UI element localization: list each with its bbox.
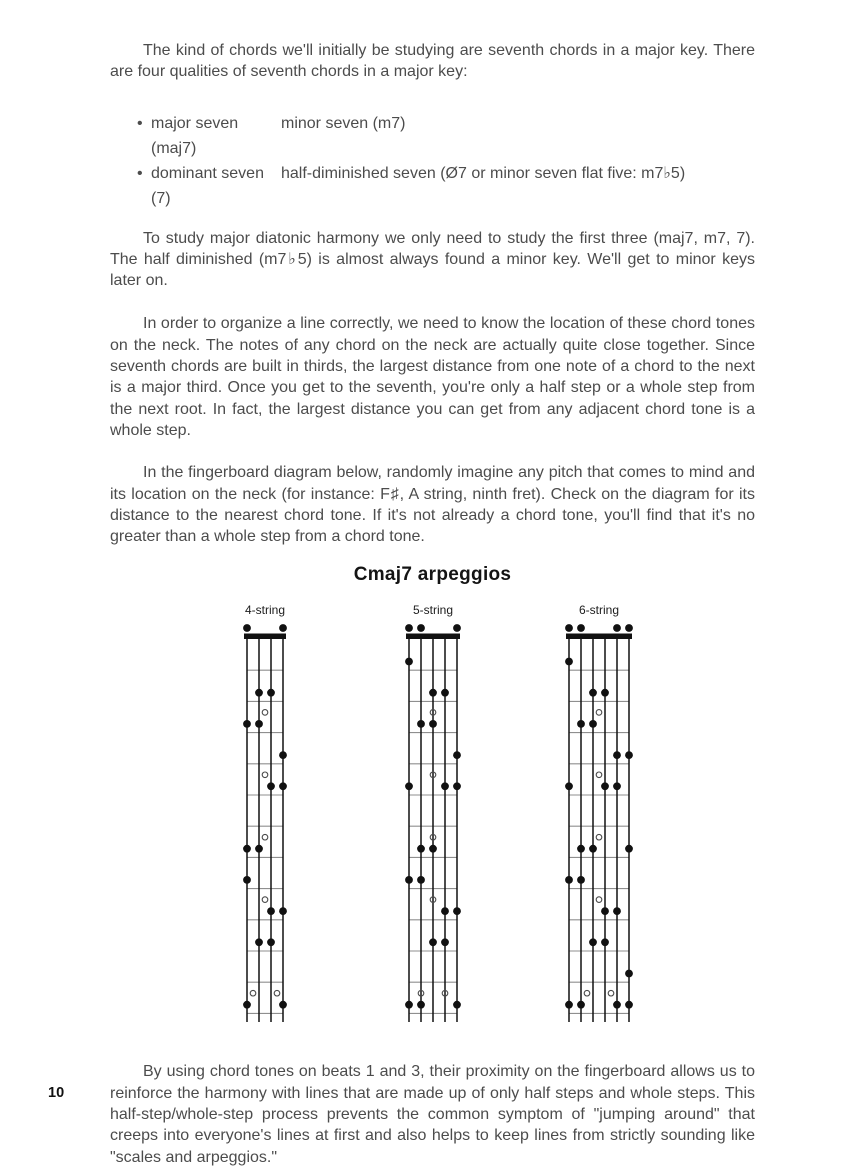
fretboard-svg bbox=[240, 621, 290, 1024]
note-dot bbox=[441, 939, 449, 947]
paragraph-organize: In order to organize a line correctly, we need to know the location of these chord tones on the neck. The notes of any chord on the neck are actually quite close together. Since seventh chords are built in thirds, the largest distance from one note of a chord to the next is a major third. Once you get to the seventh, you're only a half step or a whole step from the next root. In fact, the largest distance you can get from any adjacent chord tone is a whole step. bbox=[110, 315, 755, 439]
open-string-dot bbox=[453, 625, 461, 633]
chord-qualities-list bbox=[137, 111, 755, 211]
note-dot bbox=[267, 783, 275, 791]
nut-bar bbox=[566, 634, 632, 640]
book-page-content bbox=[110, 0, 755, 1168]
note-dot bbox=[625, 845, 633, 853]
list-text-right: minor seven (m7) bbox=[281, 114, 406, 132]
note-dot bbox=[279, 783, 287, 791]
note-dot bbox=[417, 845, 425, 853]
note-dot bbox=[577, 845, 585, 853]
note-dot bbox=[625, 1001, 633, 1009]
note-dot bbox=[625, 970, 633, 978]
section-heading: Cmaj7 arpeggios bbox=[353, 564, 512, 586]
open-string-dot bbox=[577, 625, 585, 633]
inlay-marker bbox=[596, 897, 602, 903]
open-string-dot bbox=[243, 625, 251, 633]
note-dot bbox=[429, 720, 437, 728]
note-dot bbox=[267, 939, 275, 947]
inlay-marker bbox=[262, 772, 268, 778]
note-dot bbox=[601, 939, 609, 947]
inlay-marker bbox=[262, 710, 268, 716]
paragraph-diatonic: To study major diatonic harmony we only need to study the first three (maj7, m7, 7). The half diminished (m7♭5) is almost always found a minor key. We'll get to minor keys later on. bbox=[110, 229, 755, 290]
note-dot bbox=[613, 1001, 621, 1009]
note-dot bbox=[589, 939, 597, 947]
list-item bbox=[137, 161, 755, 211]
note-dot bbox=[589, 720, 597, 728]
fretboard-diagram-5-string bbox=[402, 603, 464, 1029]
inlay-marker bbox=[250, 991, 256, 997]
list-text-left: major seven (maj7) bbox=[151, 114, 239, 157]
note-dot bbox=[565, 876, 573, 884]
note-dot bbox=[417, 1001, 425, 1009]
note-dot bbox=[441, 908, 449, 916]
fretboard-diagram-6-string bbox=[562, 603, 636, 1029]
list-text-right: half-diminished seven (Ø7 or minor seven flat five: m7♭5) bbox=[281, 164, 686, 182]
note-dot bbox=[243, 876, 251, 884]
inlay-marker bbox=[596, 772, 602, 778]
fretboard-svg bbox=[562, 621, 636, 1024]
note-dot bbox=[441, 689, 449, 697]
bullet-icon: • bbox=[137, 164, 143, 182]
note-dot bbox=[565, 658, 573, 666]
note-dot bbox=[601, 689, 609, 697]
note-dot bbox=[429, 939, 437, 947]
inlay-marker bbox=[608, 991, 614, 997]
note-dot bbox=[417, 876, 425, 884]
note-dot bbox=[613, 783, 621, 791]
note-dot bbox=[453, 908, 461, 916]
note-dot bbox=[279, 752, 287, 760]
note-dot bbox=[405, 1001, 413, 1009]
note-dot bbox=[429, 845, 437, 853]
nut-bar bbox=[406, 634, 460, 640]
paragraph-fingerboard: In the fingerboard diagram below, randomly imagine any pitch that comes to mind and its location on the neck (for instance: F♯, A string, ninth fret). Check on the diagram for its distance to the nearest chord tone. If it's not already a chord tone, you'll find that it's no greater than a whole step from a chord tone. bbox=[110, 464, 755, 546]
note-dot bbox=[405, 783, 413, 791]
note-dot bbox=[267, 689, 275, 697]
note-dot bbox=[453, 752, 461, 760]
bullet-icon: • bbox=[137, 114, 143, 132]
note-dot bbox=[405, 658, 413, 666]
paragraph-conclusion: By using chord tones on beats 1 and 3, their proximity on the fingerboard allows us to reinforce the harmony with lines that are made up of only half steps and whole steps. This half-step/whole-step process prevents the common symptom of "jumping around" that creeps into everyone's lines at first and also helps to keep lines from strictly sounding like "scales and arpeggios." bbox=[110, 1063, 755, 1166]
list-item bbox=[137, 111, 755, 161]
inlay-marker bbox=[584, 991, 590, 997]
fretboard-graphic bbox=[402, 621, 464, 1029]
inlay-marker bbox=[262, 835, 268, 841]
note-dot bbox=[577, 1001, 585, 1009]
note-dot bbox=[279, 1001, 287, 1009]
note-dot bbox=[417, 720, 425, 728]
diagram-label: 4-string bbox=[244, 603, 285, 618]
note-dot bbox=[453, 1001, 461, 1009]
open-string-dot bbox=[417, 625, 425, 633]
note-dot bbox=[565, 1001, 573, 1009]
note-dot bbox=[255, 845, 263, 853]
note-dot bbox=[255, 720, 263, 728]
fretboard-diagrams-row bbox=[110, 603, 755, 1024]
fretboard-diagram-4-string bbox=[240, 603, 290, 1029]
note-dot bbox=[601, 908, 609, 916]
paragraph-intro: The kind of chords we'll initially be studying are seventh chords in a major key. There are four qualities of seventh chords in a major key: bbox=[110, 42, 755, 81]
note-dot bbox=[625, 752, 633, 760]
note-dot bbox=[441, 783, 449, 791]
fretboard-graphic bbox=[240, 621, 290, 1029]
diagram-label: 6-string bbox=[578, 603, 619, 618]
note-dot bbox=[243, 720, 251, 728]
note-dot bbox=[243, 845, 251, 853]
list-text-left: dominant seven (7) bbox=[151, 164, 264, 207]
note-dot bbox=[453, 783, 461, 791]
note-dot bbox=[429, 689, 437, 697]
open-string-dot bbox=[405, 625, 413, 633]
fretboard-graphic bbox=[562, 621, 636, 1029]
inlay-marker bbox=[262, 897, 268, 903]
nut-bar bbox=[244, 634, 286, 640]
note-dot bbox=[601, 783, 609, 791]
note-dot bbox=[255, 689, 263, 697]
fretboard-svg bbox=[402, 621, 464, 1024]
open-string-dot bbox=[279, 625, 287, 633]
note-dot bbox=[255, 939, 263, 947]
open-string-dot bbox=[613, 625, 621, 633]
inlay-marker bbox=[596, 835, 602, 841]
inlay-marker bbox=[596, 710, 602, 716]
note-dot bbox=[279, 908, 287, 916]
open-string-dot bbox=[565, 625, 573, 633]
note-dot bbox=[267, 908, 275, 916]
open-string-dot bbox=[625, 625, 633, 633]
note-dot bbox=[243, 1001, 251, 1009]
note-dot bbox=[589, 689, 597, 697]
note-dot bbox=[577, 876, 585, 884]
note-dot bbox=[589, 845, 597, 853]
page-number: 10 bbox=[48, 1085, 65, 1101]
note-dot bbox=[613, 752, 621, 760]
diagram-label: 5-string bbox=[412, 603, 453, 618]
note-dot bbox=[577, 720, 585, 728]
inlay-marker bbox=[274, 991, 280, 997]
note-dot bbox=[613, 908, 621, 916]
note-dot bbox=[565, 783, 573, 791]
note-dot bbox=[405, 876, 413, 884]
